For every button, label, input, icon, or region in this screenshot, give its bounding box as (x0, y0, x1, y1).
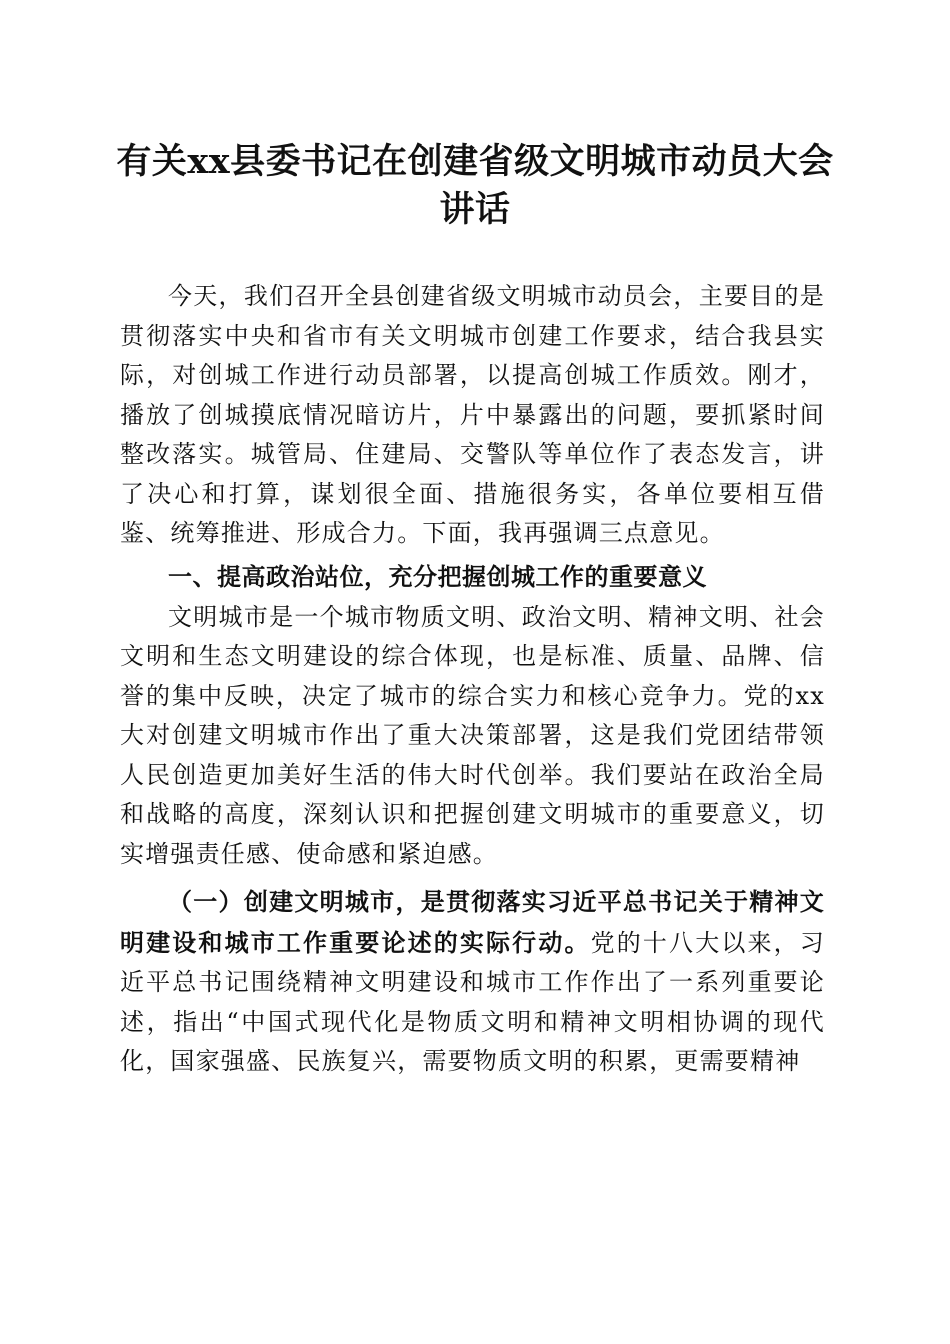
section-paragraph: 文明城市是一个城市物质文明、政治文明、精神文明、社会文明和生态文明建设的综合体现，也是标准、质量、品牌、信誉的集中反映，决定了城市的综合实力和核心竞争力。党的xx大对创建文明城市作出了重大决策部署，这是我们党团结带领人民创造更加美好生活的伟大时代创举。我们要站在政治全局和战略的高度，深刻认识和把握创建文明城市的重要意义，切实增强责任感、使命感和紧迫感。 (120, 602, 825, 868)
document-body (120, 277, 825, 1082)
subsection-lead: （一）创建文明城市，是贯彻落实习近平总书记关于精神文明建设和城市工作重要论述的实际行动。 (120, 887, 825, 957)
subsection-paragraph (120, 882, 825, 1082)
intro-paragraph: 今天，我们召开全县创建省级文明城市动员会，主要目的是贯彻落实中央和省市有关文明城市创建工作要求，结合我县实际，对创城工作进行动员部署，以提高创城工作质效。刚才，播放了创城摸底情况暗访片，片中暴露出的问题，要抓紧时间整改落实。城管局、住建局、交警队等单位作了表态发言，讲了决心和打算，谋划很全面、措施很务实，各单位要相互借鉴、统筹推进、形成合力。下面，我再强调三点意见。 (120, 282, 825, 547)
section-heading: 一、提高政治站位，充分把握创城工作的重要意义 (168, 562, 707, 591)
subsection-body: 党的十八大以来，习近平总书记围绕精神文明建设和城市工作作出了一系列重要论述，指出“中国式现代化是物质文明和精神文明相协调的现代化，国家强盛、民族复兴，需要物质文明的积累，更需要精神 (120, 928, 825, 1075)
document-title: 有关xx县委书记在创建省级文明城市动员大会讲话 (116, 141, 834, 230)
